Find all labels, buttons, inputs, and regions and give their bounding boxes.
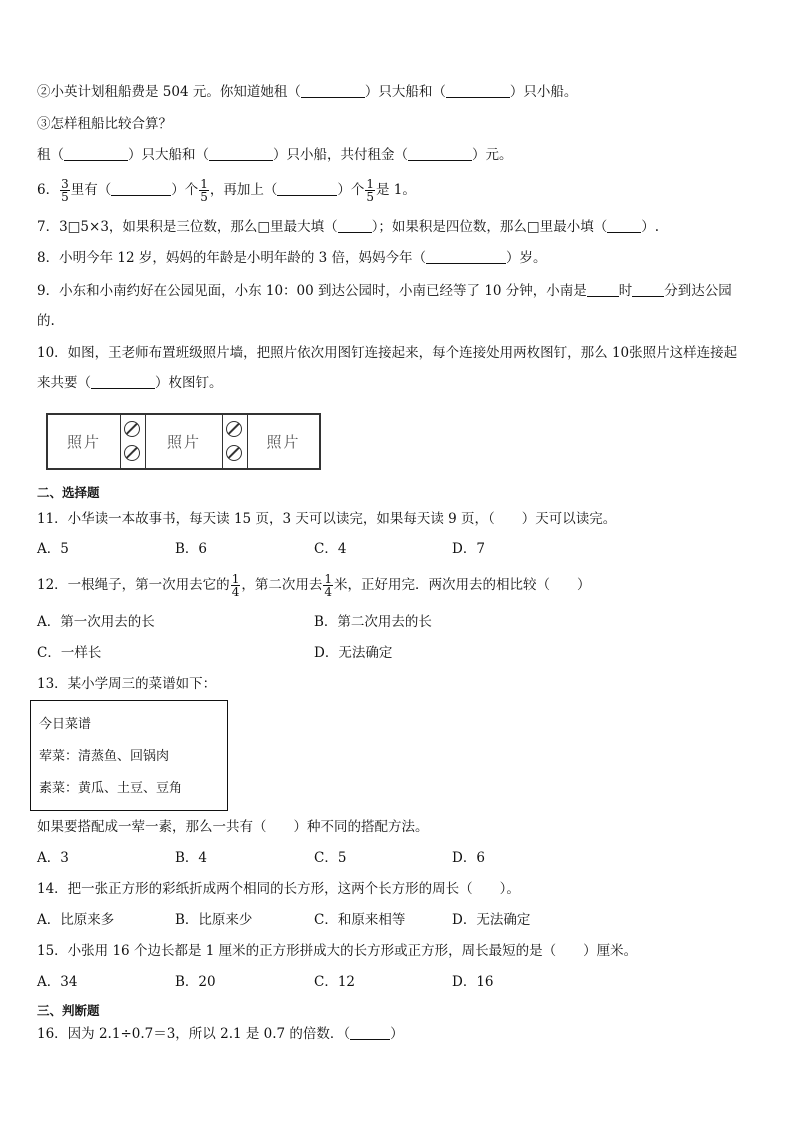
text: 6． [37, 182, 60, 198]
option-d[interactable]: D．16 [452, 974, 494, 990]
answer-blank[interactable] [301, 83, 365, 98]
photo: 照片 [266, 433, 301, 451]
text: ）个 [337, 182, 365, 198]
option-d[interactable]: D．7 [452, 541, 485, 557]
option-a[interactable]: A．第一次用去的长 [37, 614, 155, 630]
text: 时 [618, 283, 633, 299]
text: ）；如果积是四位数，那么□里最小填（ [371, 219, 608, 235]
option-c[interactable]: C．5 [314, 850, 347, 866]
answer-blank[interactable] [338, 218, 372, 233]
question-10-line-1: 10．如图，王老师布置班级照片墙，把照片依次用图钉连接起来，每个连接处用两枚图钉，那么 10张照片这样连接起 [37, 345, 738, 361]
option-a[interactable]: A．34 [37, 974, 78, 990]
question-5-part-3: ③怎样租船比较合算？ [37, 116, 172, 132]
option-d[interactable]: D．无法确定 [452, 912, 531, 928]
text: 来共要（ [37, 375, 91, 391]
text: ）岁。 [506, 250, 547, 266]
menu-veg-dishes: 素菜：黄瓜、土豆、豆角 [39, 781, 183, 796]
option-a[interactable]: A．5 [37, 541, 69, 557]
question-5-part-3-answer-line [37, 145, 513, 165]
question-16 [37, 1024, 404, 1044]
option-c[interactable]: C．12 [314, 974, 356, 990]
text: ）个 [171, 182, 199, 198]
option-b[interactable]: B．第二次用去的长 [314, 614, 432, 630]
fraction [323, 573, 333, 598]
pin-connection [222, 415, 248, 468]
numerator: 1 [324, 572, 332, 586]
question-6 [37, 176, 416, 204]
pin-icon [226, 445, 242, 461]
text: 8．小明今年 12 岁，妈妈的年龄是小明年龄的 3 倍，妈妈今年（ [37, 250, 427, 266]
pin-connection [120, 415, 146, 468]
answer-blank[interactable] [607, 218, 641, 233]
pin-icon [226, 421, 242, 437]
text: ，再加上（ [209, 182, 278, 198]
denominator: 4 [324, 585, 332, 599]
text: ）. [641, 219, 659, 235]
question-13: 13．某小学周三的菜谱如下： [37, 676, 217, 692]
photo: 照片 [66, 433, 101, 451]
question-14: 14．把一张正方形的彩纸折成两个相同的长方形，这两个长方形的周长（ ）。 [37, 881, 520, 897]
question-9 [37, 281, 732, 301]
option-d[interactable]: D．6 [452, 850, 485, 866]
option-c[interactable]: C．一样长 [37, 645, 102, 661]
menu-meat-dishes: 荤菜：清蒸鱼、回锅肉 [39, 749, 170, 764]
text: 7．3□5×3，如果积是三位数，那么□里最大填（ [37, 219, 338, 235]
text: ）枚图钉。 [155, 375, 223, 391]
fraction [60, 178, 70, 203]
question-7 [37, 217, 659, 237]
denominator: 5 [366, 190, 375, 204]
text: ②小英计划租船费是 504 元。你知道她租（ [37, 84, 301, 100]
numerator: 3 [61, 177, 69, 191]
text: ）只小船。 [509, 84, 578, 100]
question-12 [37, 571, 590, 599]
option-b[interactable]: B．比原来少 [175, 912, 253, 928]
numerator: 1 [366, 177, 375, 191]
question-11: 11．小华读一本故事书，每天读 15 页，3 天可以读完，如果每天读 9 页，（ ）天可以读完。 [37, 511, 617, 527]
answer-blank[interactable] [277, 181, 337, 196]
answer-blank[interactable] [426, 249, 506, 264]
text: 租（ [37, 147, 64, 163]
text: ）只大船和（ [128, 147, 209, 163]
question-8 [37, 248, 547, 268]
question-10-line-2 [37, 373, 223, 393]
question-9-continued: 的. [37, 313, 55, 329]
answer-blank[interactable] [64, 146, 128, 161]
text: ，第二次用去 [241, 577, 323, 593]
option-c[interactable]: C．4 [314, 541, 347, 557]
photo: 照片 [166, 433, 201, 451]
answer-blank[interactable] [632, 282, 664, 297]
pin-icon [124, 421, 140, 437]
answer-blank[interactable] [209, 146, 273, 161]
text: 12．一根绳子，第一次用去它的 [37, 577, 230, 593]
text: 分到达公园 [664, 283, 732, 299]
text: 米，正好用完．两次用去的相比较（ ） [333, 577, 591, 593]
text: ）只小船，共付租金（ [273, 147, 408, 163]
fraction [365, 178, 375, 203]
numerator: 1 [200, 177, 208, 191]
option-d[interactable]: D．无法确定 [314, 645, 393, 661]
photo-wall-figure [46, 413, 321, 470]
question-13-prompt: 如果要搭配成一荤一素，那么一共有（ ）种不同的搭配方法。 [37, 819, 429, 835]
question-15: 15．小张用 16 个边长都是 1 厘米的正方形拼成大的长方形或正方形，周长最短的是（ ）厘米。 [37, 943, 638, 959]
numerator: 1 [231, 572, 240, 586]
text: 9．小东和小南约好在公园见面，小东 10：00 到达公园时，小南已经等了 10 分钟，小南是 [37, 283, 587, 299]
answer-blank[interactable] [350, 1025, 390, 1040]
fraction [231, 573, 241, 598]
menu-title: 今日菜谱 [39, 717, 92, 732]
denominator: 4 [231, 585, 240, 599]
text: ）只大船和（ [364, 84, 446, 100]
menu-box [30, 700, 228, 811]
option-b[interactable]: B．20 [175, 974, 216, 990]
answer-blank[interactable] [408, 146, 472, 161]
option-a[interactable]: A．3 [37, 850, 69, 866]
section-heading-choice: 二、选择题 [37, 485, 100, 500]
answer-blank[interactable] [446, 83, 510, 98]
option-c[interactable]: C．和原来相等 [314, 912, 406, 928]
text: 里有（ [70, 182, 112, 198]
text: 16．因为 2.1÷0.7＝3，所以 2.1 是 0.7 的倍数．（ [37, 1026, 351, 1042]
option-a[interactable]: A．比原来多 [37, 912, 115, 928]
pin-icon [124, 445, 140, 461]
answer-blank[interactable] [91, 374, 155, 389]
question-5-part-2 [37, 82, 577, 102]
section-heading-judgement: 三、判断题 [37, 1003, 100, 1018]
denominator: 5 [200, 190, 208, 204]
option-b[interactable]: B．4 [175, 850, 208, 866]
text: 是 1。 [376, 182, 416, 198]
option-b[interactable]: B．6 [175, 541, 208, 557]
text: ）元。 [472, 147, 513, 163]
fraction [199, 178, 209, 203]
answer-blank[interactable] [587, 282, 619, 297]
denominator: 5 [61, 190, 69, 204]
text: ） [390, 1026, 404, 1042]
answer-blank[interactable] [111, 181, 171, 196]
